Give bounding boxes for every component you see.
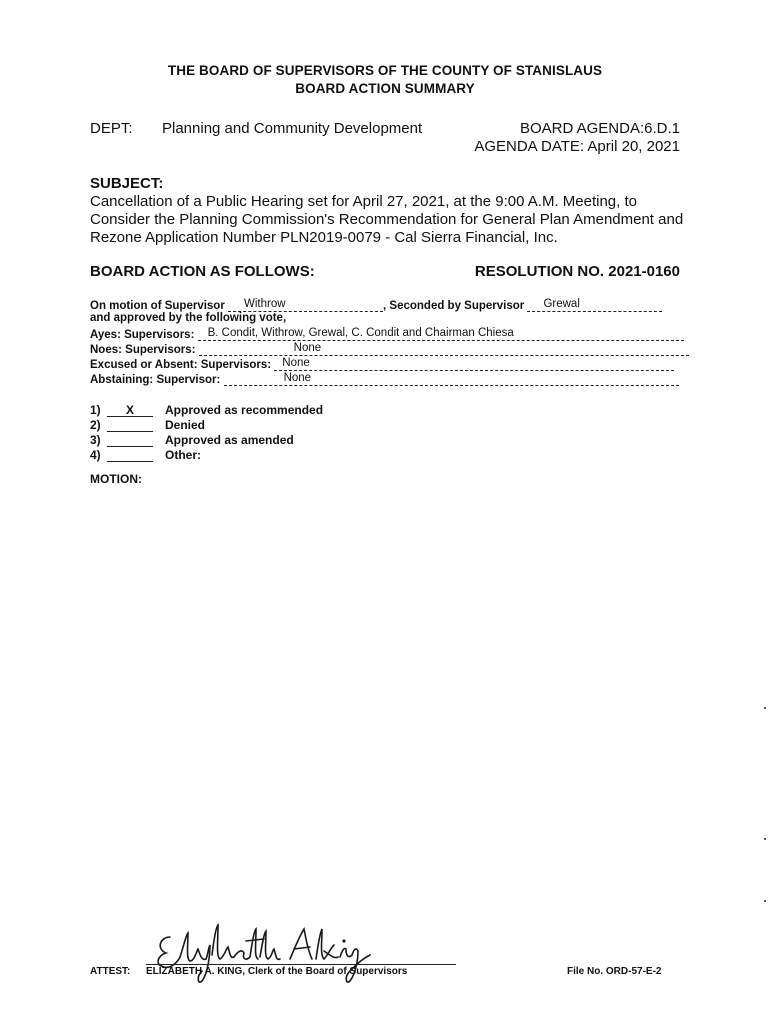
excused-label: Excused or Absent: Supervisors: [90,359,272,371]
agenda-block [474,120,680,156]
dept-value: Planning and Community Development [162,120,423,137]
noes-field: None [199,342,689,356]
option-3: 3) Approved as amended [90,433,294,447]
option-1-mark: X [107,404,153,417]
board-agenda: BOARD AGENDA:6.D.1 [519,120,680,137]
signature-text: Elizabeth A King [150,915,158,916]
option-1: 1) X Approved as recommended [90,403,324,417]
excused-line [90,357,700,372]
scan-mark [764,707,766,709]
resolution-number: RESOLUTION NO. 2021-0160 [474,263,680,280]
abstaining-line [90,372,700,387]
ayes-field: B. Condit, Withrow, Grewal, C. Condit and Chairman Chiesa [198,327,684,341]
subject-label: SUBJECT: [90,175,164,192]
seconded-field: Grewal [527,298,662,312]
seconded-label: , Seconded by Supervisor [383,300,525,312]
ayes-label: Ayes: Supervisors: [90,329,195,341]
option-2-mark [107,419,153,432]
approved-line: and approved by the following vote, [90,312,287,324]
file-number: File No. ORD-57-E-2 [567,966,662,977]
excused-field: None [274,357,674,371]
attest-name: ELIZABETH A. KING, Clerk of the Board of Supervisors [146,966,408,977]
noes-line [90,342,700,357]
header-subtitle: BOARD ACTION SUMMARY [295,81,475,96]
option-4: 4) Other: [90,448,201,462]
motion-label-bottom: MOTION: [90,472,142,486]
motion-line [90,298,700,313]
motion-label: On motion of Supervisor [90,300,225,312]
subject-text: Cancellation of a Public Hearing set for April 27, 2021, at the 9:00 A.M. Meeting, to Consider the Planning Commission's Recommendation for General Plan Amendment and Rezone Application Number PLN2019-0079 - Cal Sierra Financial, Inc. [90,193,684,246]
motion-field: Withrow [228,298,383,312]
option-3-mark [107,434,153,447]
scan-mark [764,838,766,840]
board-action-label: BOARD ACTION AS FOLLOWS: [90,263,315,280]
dept-label: DEPT: [90,120,133,137]
option-2: 2) Denied [90,418,206,432]
agenda-date: AGENDA DATE: April 20, 2021 [474,138,680,155]
scan-mark [764,900,766,902]
header-title: THE BOARD OF SUPERVISORS OF THE COUNTY OF STANISLAUS [167,63,603,78]
noes-label: Noes: Supervisors: [90,344,196,356]
option-4-mark [107,449,153,462]
signature-line [146,964,456,965]
ayes-line [90,327,700,342]
abstaining-label: Abstaining: Supervisor: [90,374,221,386]
attest-label: ATTEST: [90,966,131,977]
abstaining-field: None [224,372,679,386]
